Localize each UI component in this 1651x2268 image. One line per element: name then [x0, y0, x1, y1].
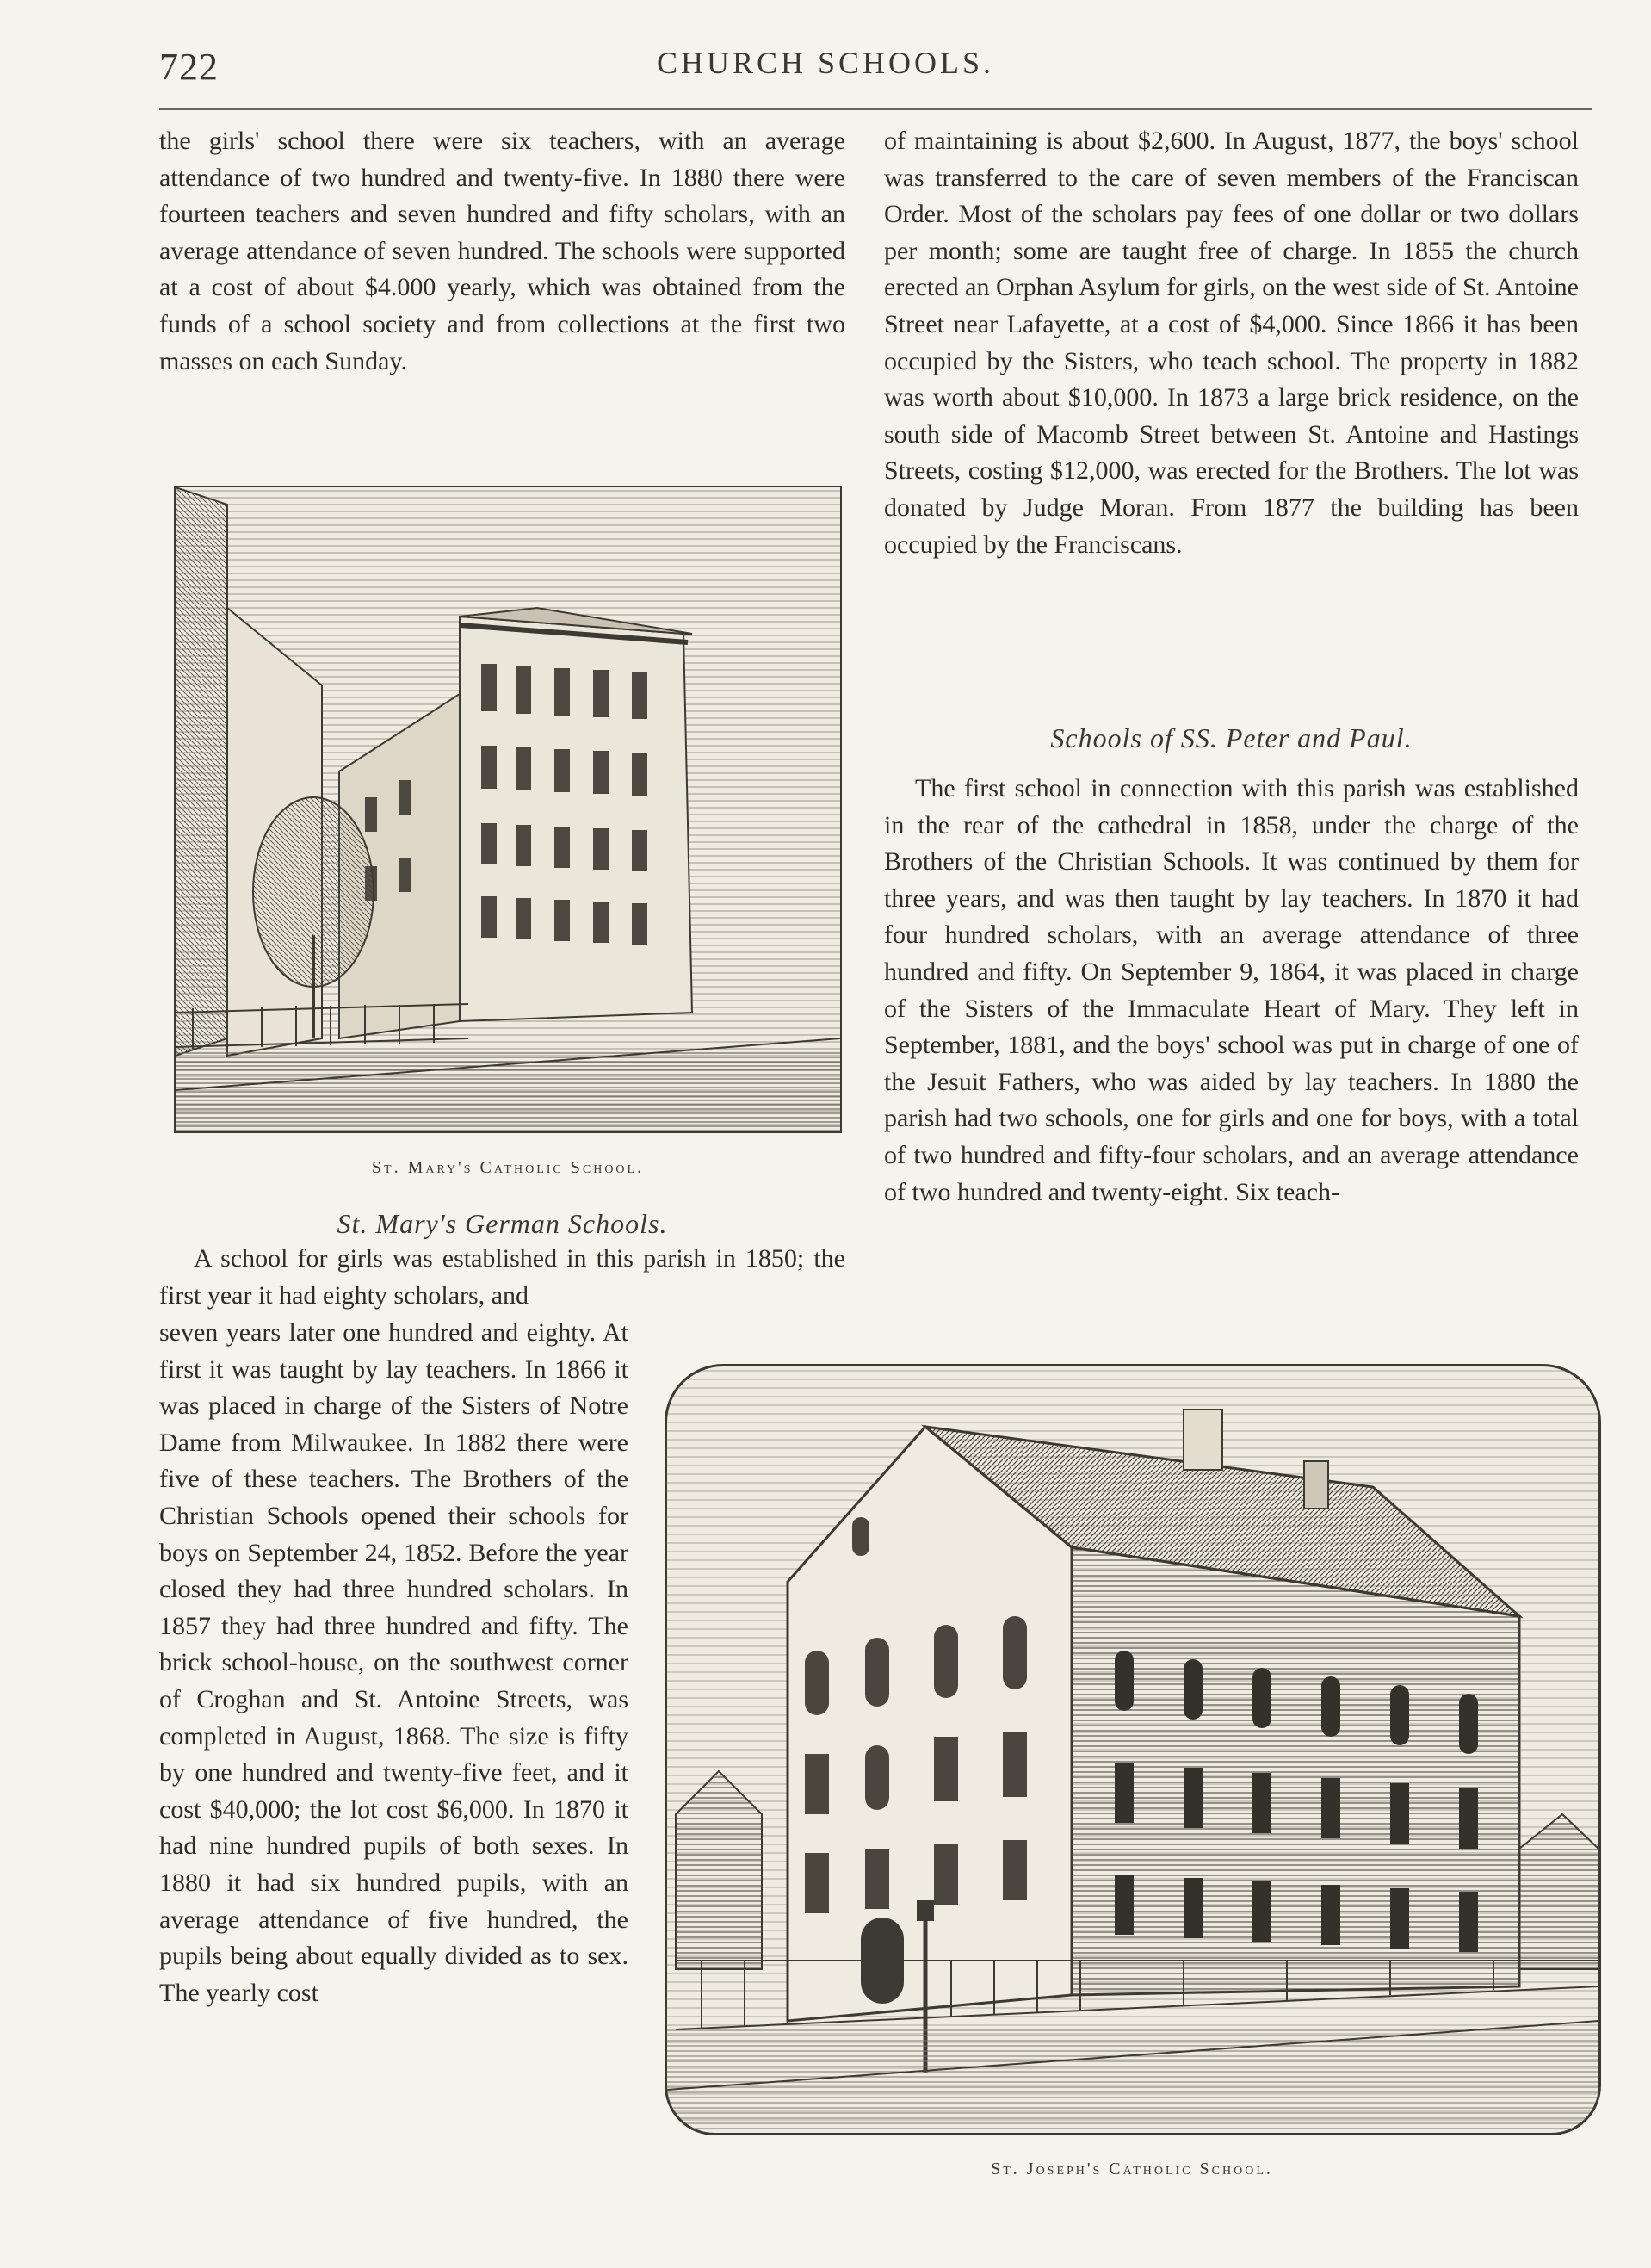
- figure-1-caption: St. Mary's Catholic School.: [371, 1158, 645, 1177]
- st-marys-german-schools-heading: St. Mary's German Schools.: [337, 1208, 668, 1239]
- ss-peter-and-paul-paragraph: The first school in connection with this parish was established in the rear of the cathedral in 1858, under the charge of the Brothers of the Christian Schools. It was continued by them for three years, and was then taught by lay teachers. In 1870 it had four hundred scholars, with an average attendance of three hundred and fifty. On September 9, 1864, it was placed in charge of the Sisters of the Immaculate Heart of Mary. They left in September, 1881, and the boys' school was put in charge of one of the Jesuit Fathers, who was aided by lay teachers. In 1880 the parish had two schools, one for girls and one for boys, with a total of two hundred and fifty-four scholars, and an average attendance of two hundred and twenty-eight. Six teach-: [884, 774, 1579, 1206]
- left-paragraph-start: A school for girls was established in this parish in 1850; the first year it had eighty scholars, and: [159, 1244, 845, 1310]
- figure-2-caption: St. Joseph's Catholic School.: [991, 2160, 1273, 2178]
- right-top-paragraph: of maintaining is about $2,600. In August, 1877, the boys' school was transferred to the care of seven members of the Franciscan Order. Most of the scholars pay fees of one dollar or two dollars per month; some are taught free of charge. In 1855 the church erected an Orphan Asylum for girls, on the west side of St. Antoine Street near Lafayette, at a cost of $4,000. Since 1866 it has been occupied by the Sisters, who teach school. The property in 1882 was worth about $10,000. In 1873 a large brick residence, on the south side of Macomb Street between St. Antoine and Hastings Streets, costing $12,000, was erected for the Brothers. The lot was donated by Judge Moran. From 1877 the building has been occupied by the Franciscans.: [884, 127, 1579, 559]
- page-number: 722: [159, 46, 219, 88]
- running-title: CHURCH SCHOOLS.: [656, 46, 995, 80]
- st-marys-school-drawing: [176, 487, 840, 1131]
- st-josephs-school-drawing: [667, 1366, 1598, 2133]
- left-top-paragraph: the girls' school there were six teachers, with an average attendance of two hundred and twenty-five. In 1880 there were fourteen teachers and seven hundred and fifty scholars, with an average attendance of seven hundred. The schools were supported at a cost of about $4.000 yearly, which was obtained from the funds of a school society and from collections at the first two masses on each Sunday.: [159, 127, 845, 375]
- left-paragraph-continued: seven years later one hundred and eighty. At first it was taught by lay teachers. In 1866 it was placed in charge of the Sisters of Notre Dame from Milwaukee. In 1882 there were five of these teachers. The Brothers of the Christian Schools opened their schools for boys on September 24, 1852. Before the year closed they had three hundred scholars. In 1857 they had three hundred and fifty. The brick school-house, on the southwest corner of Croghan and St. Antoine Streets, was completed in August, 1868. The size is fifty by one hundred and twenty-five feet, and it cost $40,000; the lot cost $6,000. In 1870 it had nine hundred pupils of both sexes. In 1880 it had six hundred pupils, with an average attendance of five hundred, the pupils being about equally divided as to sex. The yearly cost: [159, 1318, 628, 2007]
- ss-peter-and-paul-heading: Schools of SS. Peter and Paul.: [1050, 722, 1413, 753]
- header-rule: [159, 108, 1592, 110]
- st-josephs-school-engraving: [665, 1364, 1601, 2135]
- st-marys-school-engraving: [174, 486, 842, 1133]
